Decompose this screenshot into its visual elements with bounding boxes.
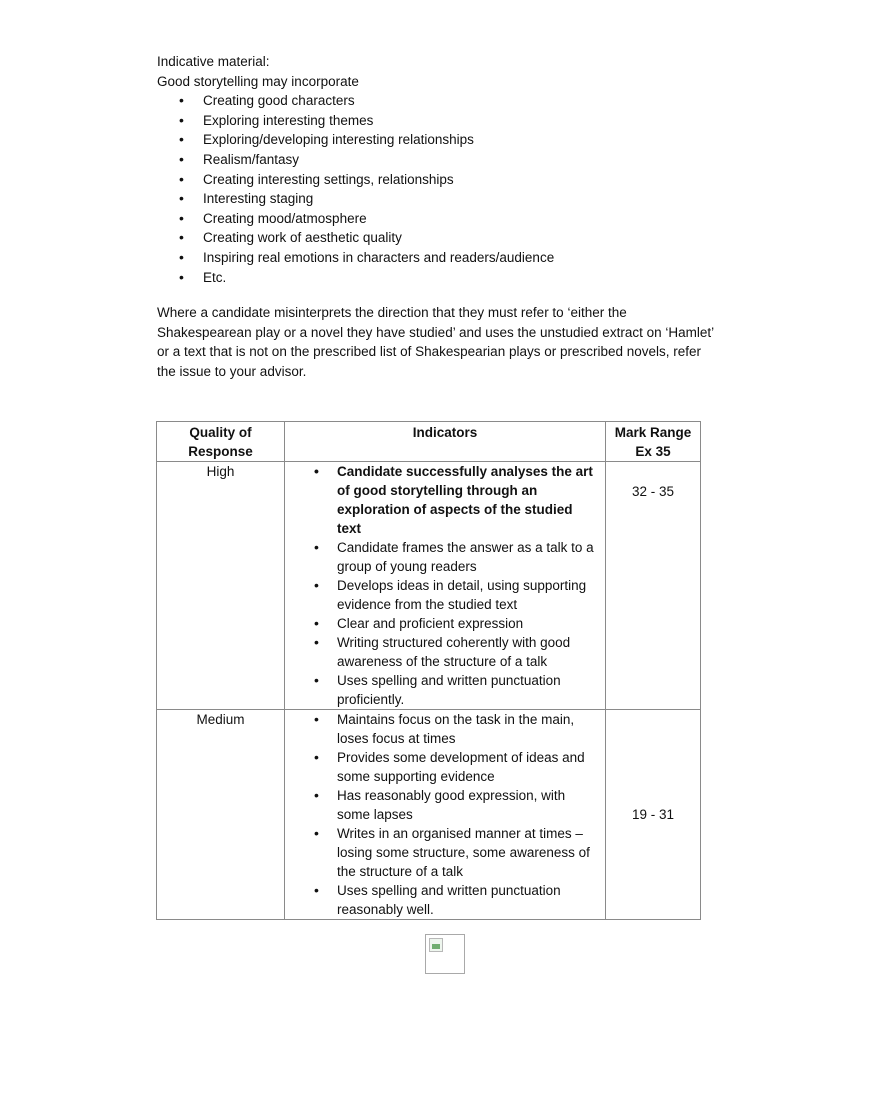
table-header-row	[157, 422, 701, 462]
list-item: • Realism/fantasy	[157, 150, 717, 170]
header-quality-of-response: Quality of Response	[157, 422, 285, 462]
broken-image-icon	[425, 934, 465, 974]
advisor-note: Where a candidate misinterprets the direction that they must refer to ‘either the Shakespearean play or a novel they have studied’ and uses the unstudied extract on ‘Hamlet’ or a text that is not on the prescribed list of Shakespearian plays or prescribed novels, refer the issue to your advisor.	[157, 305, 714, 379]
indicator-item: • Maintains focus on the task in the main, loses focus at times	[285, 710, 605, 748]
indicator-item: • Writing structured coherently with good awareness of the structure of a talk	[285, 633, 605, 671]
indicators-medium	[285, 710, 606, 920]
indicator-item: • Writes in an organised manner at times – losing some structure, some awareness of the structure of a talk	[285, 824, 605, 881]
indicator-item: • Provides some development of ideas and some supporting evidence	[285, 748, 605, 786]
header-mark-range: Mark Range Ex 35	[606, 422, 701, 462]
image-thumbnail-icon	[429, 938, 443, 952]
indicator-item: • Develops ideas in detail, using supporting evidence from the studied text	[285, 576, 605, 614]
marking-rubric-table	[156, 421, 701, 920]
mark-range-value: 32 - 35	[631, 484, 675, 499]
list-item: • Interesting staging	[157, 189, 717, 209]
indicator-item: • Has reasonably good expression, with some lapses	[285, 786, 605, 824]
indicator-item: • Clear and proficient expression	[285, 614, 605, 633]
storytelling-list	[157, 91, 717, 287]
indicator-item: • Candidate successfully analyses the art of good storytelling through an exploration of aspects of the studied text	[285, 462, 605, 538]
table-row	[157, 462, 701, 710]
list-item: • Exploring/developing interesting relationships	[157, 130, 717, 150]
indicator-item: • Uses spelling and written punctuation reasonably well.	[285, 881, 605, 919]
mark-range-medium	[606, 710, 701, 920]
list-item: • Creating mood/atmosphere	[157, 209, 717, 229]
list-item: • Exploring interesting themes	[157, 111, 717, 131]
level-medium: Medium	[157, 710, 285, 920]
list-item: • Creating work of aesthetic quality	[157, 228, 717, 248]
list-item: • Creating good characters	[157, 91, 717, 111]
indicator-item: • Uses spelling and written punctuation proficiently.	[285, 671, 605, 709]
section-lead: Good storytelling may incorporate	[157, 73, 359, 89]
list-item: • Creating interesting settings, relationships	[157, 170, 717, 190]
table-row	[157, 710, 701, 920]
indicators-high	[285, 462, 606, 710]
indicative-material-section	[157, 52, 717, 287]
mark-range-high	[606, 462, 701, 710]
header-indicators: Indicators	[285, 422, 606, 462]
list-item: • Etc.	[157, 268, 717, 288]
section-heading: Indicative material:	[157, 54, 270, 69]
mark-range-value: 19 - 31	[631, 807, 675, 822]
level-high: High	[157, 462, 285, 710]
indicator-item: • Candidate frames the answer as a talk to a group of young readers	[285, 538, 605, 576]
list-item: • Inspiring real emotions in characters and readers/audience	[157, 248, 717, 268]
